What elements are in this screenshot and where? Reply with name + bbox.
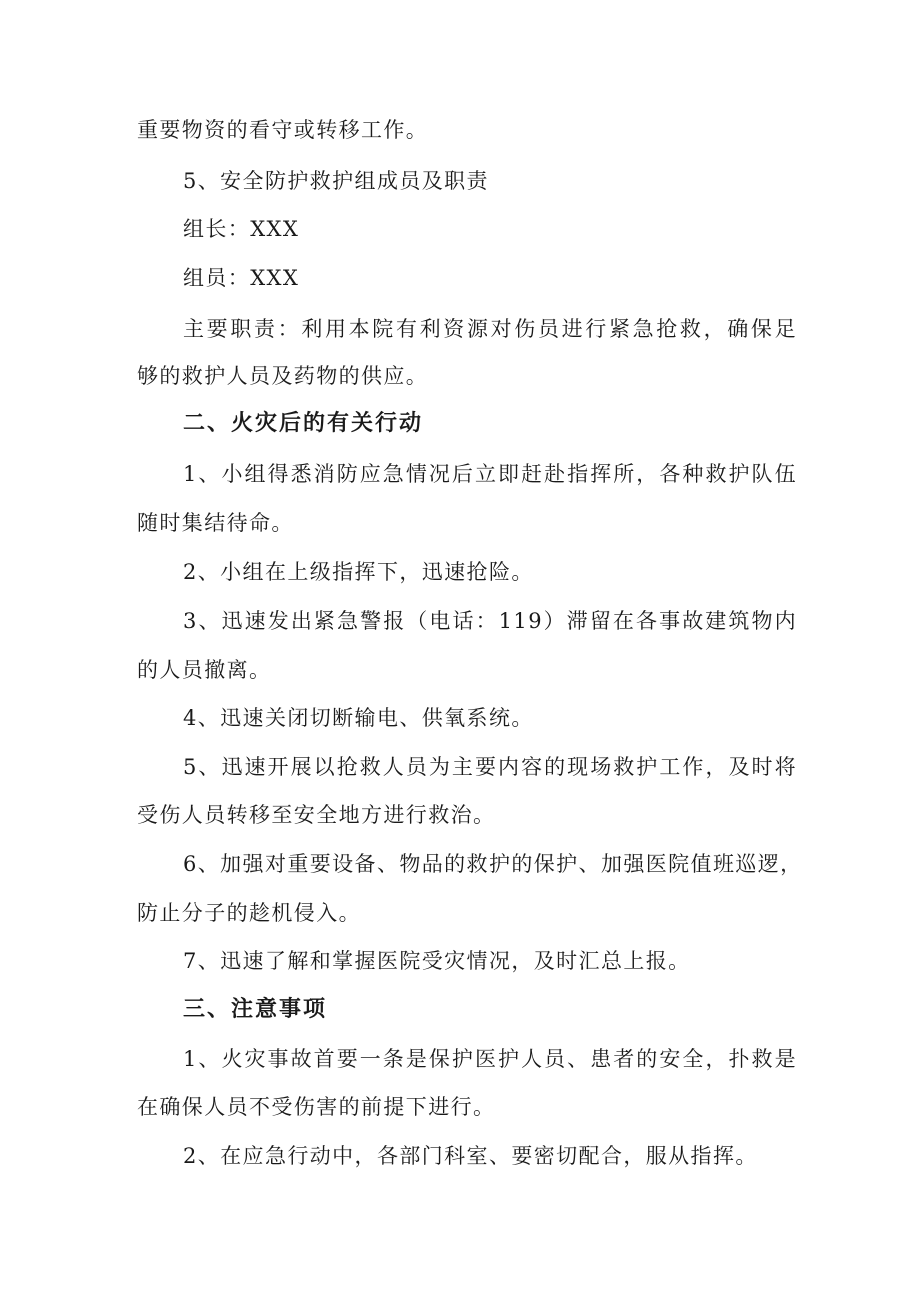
paragraph-line: 的人员撤离。 <box>137 658 272 682</box>
paragraph-line: 1、小组得悉消防应急情况后立即赶赴指挥所，各种救护队伍 <box>183 462 797 486</box>
paragraph-line: 2、小组在上级指挥下，迅速抢险。 <box>183 560 534 584</box>
paragraph-line: 够的救护人员及药物的供应。 <box>137 364 429 388</box>
paragraph-line: 主要职责：利用本院有利资源对伤员进行紧急抢救，确保足 <box>183 317 797 341</box>
paragraph-line: 5、迅速开展以抢救人员为主要内容的现场救护工作，及时将 <box>183 755 797 779</box>
paragraph-line: 防止分子的趁机侵入。 <box>137 901 361 925</box>
group-member-line: 组员：XXX <box>183 266 300 290</box>
paragraph-line: 3、迅速发出紧急警报（电话：119）滞留在各事故建筑物内 <box>183 609 797 633</box>
section-heading-notes: 三、注意事项 <box>183 997 328 1022</box>
paragraph-line: 6、加强对重要设备、物品的救护的保护、加强医院值班巡逻， <box>183 852 803 876</box>
section-title-rescue-group: 5、安全防护救护组成员及职责 <box>183 169 489 193</box>
paragraph-line: 受伤人员转移至安全地方进行救治。 <box>137 803 496 827</box>
paragraph-line: 在确保人员不受伤害的前提下进行。 <box>137 1095 496 1119</box>
paragraph-line: 7、迅速了解和掌握医院受灾情况，及时汇总上报。 <box>183 949 691 973</box>
paragraph-line: 重要物资的看守或转移工作。 <box>137 118 429 142</box>
paragraph-line: 2、在应急行动中，各部门科室、要密切配合，服从指挥。 <box>183 1144 758 1168</box>
paragraph-line: 1、火灾事故首要一条是保护医护人员、患者的安全，扑救是 <box>183 1047 797 1071</box>
paragraph-line: 随时集结待命。 <box>137 511 294 535</box>
section-heading-actions: 二、火灾后的有关行动 <box>183 411 424 436</box>
paragraph-line: 4、迅速关闭切断输电、供氧系统。 <box>183 706 534 730</box>
group-leader-line: 组长：XXX <box>183 217 300 241</box>
